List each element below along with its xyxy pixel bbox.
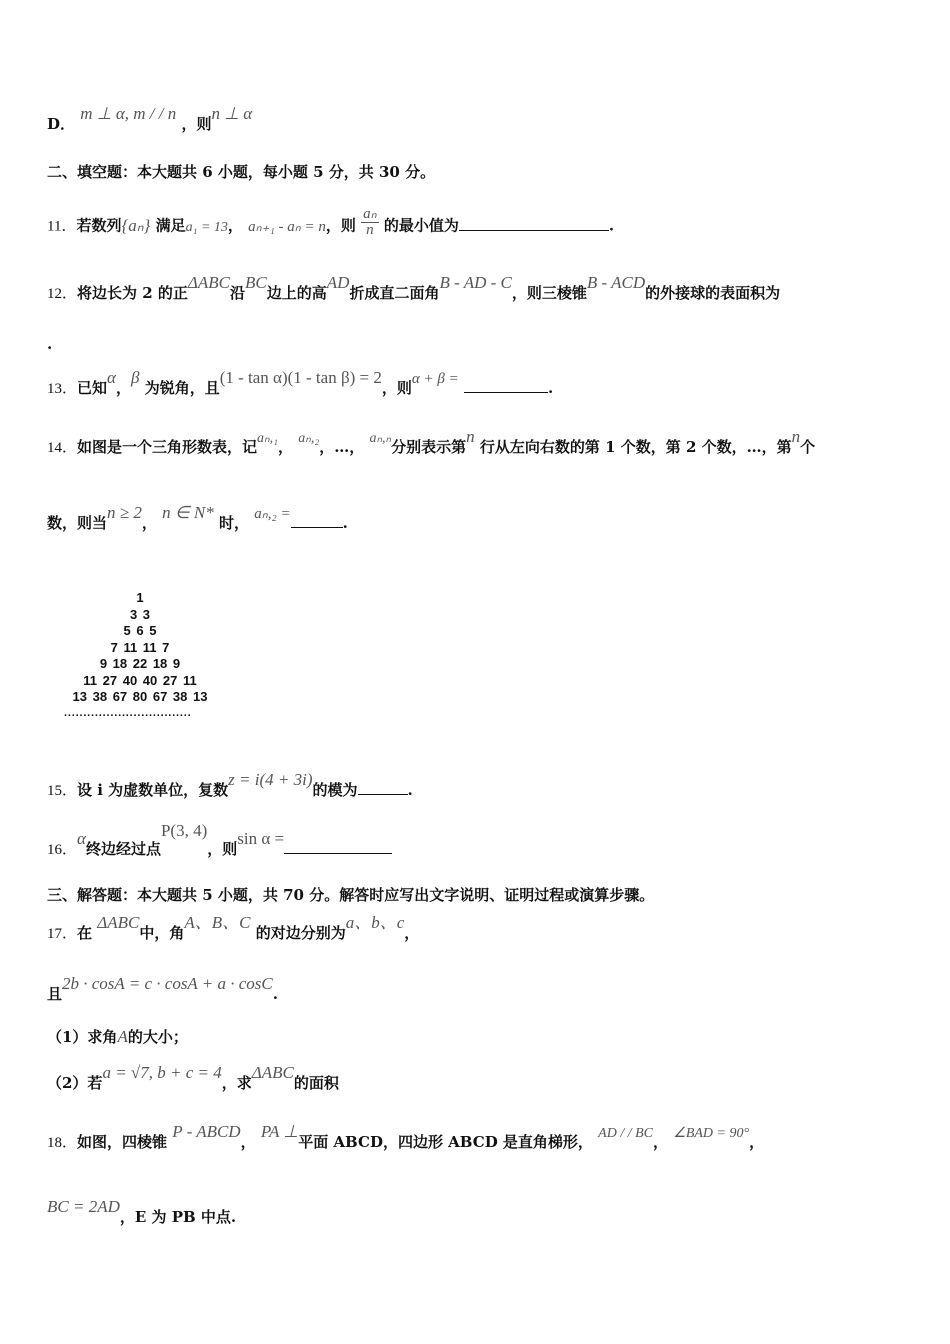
question-text: 折成直二面角 — [349, 284, 440, 302]
answer-blank[interactable] — [291, 513, 343, 528]
math-angle-a: A — [117, 1027, 128, 1046]
math-initial: a₁ = 13 — [185, 219, 228, 235]
question-text: 沿 — [230, 284, 246, 302]
question-12-end: . — [47, 335, 53, 353]
math-pyramid: B - ACD — [586, 273, 646, 292]
question-text: 如图是一个三角形数表，记 — [77, 438, 258, 456]
math-equation: (1 - tan α)(1 - tan β) = 2 — [219, 368, 382, 387]
question-text: ，E 为 PB 中点. — [119, 1208, 237, 1226]
question-16 — [47, 821, 392, 860]
question-text: 的面积 — [293, 1074, 339, 1092]
answer-blank[interactable] — [358, 780, 408, 795]
math-dihedral: B - AD - C — [439, 273, 512, 292]
math-n: n — [466, 427, 475, 446]
question-text: ， — [653, 1133, 669, 1151]
math-equation: 2b · cosA = c · cosA + a · cosC — [62, 974, 273, 993]
question-text: 中，角 — [139, 924, 185, 942]
question-text: 且 — [47, 985, 63, 1003]
math-perpendicular: PA ⊥ — [260, 1122, 299, 1141]
math-a-n-n: aₙ,ₙ — [369, 431, 392, 446]
question-end: . — [547, 379, 554, 397]
math-expression: sin α = — [237, 829, 285, 848]
question-text: 在 — [77, 924, 93, 942]
triangle-number-table — [60, 590, 220, 722]
question-text: ， — [227, 216, 243, 235]
question-text: ，…， — [319, 438, 365, 456]
math-length-relation: BC = 2AD — [47, 1197, 120, 1216]
math-point: P(3, 4) — [160, 821, 208, 840]
question-text: 时， — [219, 514, 250, 532]
table-continuation-dots: ································· — [64, 709, 192, 722]
option-d-mid: ，则 — [181, 115, 212, 133]
question-17-condition — [47, 974, 278, 1004]
question-11 — [47, 206, 615, 242]
question-end: . — [272, 985, 278, 1003]
question-text: 行从左向右数的第 1 个数，第 2 个数，…，第 — [479, 438, 792, 456]
math-angles: A、B、C — [184, 913, 251, 932]
question-text: （1）求角 — [47, 1028, 118, 1046]
question-number: 18． — [47, 1135, 78, 1151]
question-text: ，则 — [325, 216, 356, 235]
table-row: 13 38 67 80 67 38 13 — [72, 689, 208, 704]
math-sides: a、b、c — [345, 913, 405, 932]
table-row: 5 6 5 — [123, 623, 157, 638]
question-text: 的最小值为 — [383, 216, 459, 235]
answer-blank[interactable] — [284, 839, 392, 854]
question-15 — [47, 770, 413, 801]
question-17 — [47, 913, 420, 944]
question-text: ， — [277, 438, 293, 456]
question-text: ， — [749, 1133, 765, 1151]
question-text: ， — [240, 1133, 256, 1151]
math-beta: β — [130, 368, 140, 387]
question-text: ，求 — [221, 1074, 252, 1092]
math-triangle: ΔABC — [187, 273, 230, 292]
question-number: 12． — [47, 286, 78, 302]
question-number: 15． — [47, 783, 78, 799]
question-text: 的对边分别为 — [255, 924, 346, 942]
table-row: 3 3 — [129, 606, 151, 622]
math-complex: z = i(4 + 3i) — [228, 770, 313, 789]
question-text: 的模为 — [312, 781, 358, 799]
table-row: 9 18 22 18 9 — [99, 656, 181, 671]
question-text: 边上的高 — [266, 284, 327, 302]
question-text: 数，则当 — [47, 514, 108, 532]
math-triangle: ΔABC — [97, 913, 140, 932]
question-text: （2）若 — [47, 1074, 103, 1092]
question-text: 如图，四棱锥 — [77, 1133, 168, 1151]
question-14-line-2 — [47, 503, 348, 534]
question-text: 将边长为 2 的正 — [77, 284, 188, 302]
math-recurrence: aₙ₊₁ - aₙ = n — [248, 218, 326, 235]
option-d-conclusion: n ⊥ α — [211, 104, 253, 123]
question-text: ，则 — [381, 379, 412, 397]
question-17-part-1 — [47, 1027, 188, 1047]
question-text: 分别表示第 — [391, 438, 467, 456]
math-side: BC — [245, 273, 267, 292]
math-alpha: α — [77, 829, 86, 848]
question-number: 17． — [47, 926, 78, 942]
option-d-label: D． — [47, 115, 76, 133]
answer-blank[interactable] — [459, 216, 609, 231]
table-row: 11 27 40 40 27 11 — [83, 672, 197, 688]
question-text: 的外接球的表面积为 — [645, 284, 781, 302]
math-sequence: {aₙ} — [121, 215, 151, 235]
question-text: ，则 — [207, 840, 238, 858]
math-condition: a = √7, b + c = 4 — [102, 1063, 222, 1082]
option-d-condition: m ⊥ α, m / / n — [80, 104, 177, 123]
math-target: aₙ,₂ = — [254, 506, 291, 522]
math-a-n-2: aₙ,₂ — [298, 431, 320, 446]
question-text: ， — [141, 514, 157, 532]
question-text: ， — [115, 379, 131, 397]
question-text: 平面 ABCD，四边形 ABCD 是直角梯形， — [298, 1133, 593, 1151]
question-text: 终边经过点 — [85, 840, 161, 858]
math-fraction — [361, 207, 378, 238]
question-number: 11． — [47, 218, 77, 235]
question-number: 14． — [47, 440, 78, 456]
math-parallel: AD / / BC — [598, 1126, 654, 1141]
question-text: 满足 — [155, 216, 186, 235]
question-18-line-2 — [47, 1197, 237, 1227]
question-17-part-2 — [47, 1063, 339, 1093]
fraction-numerator: aₙ — [363, 206, 377, 222]
table-row: 1 — [136, 590, 144, 605]
question-text: 设 i 为虚数单位，复数 — [77, 781, 229, 799]
question-end: . — [342, 514, 348, 532]
question-text: 个 — [800, 438, 816, 456]
question-14 — [47, 427, 816, 459]
question-text: 若数列 — [76, 216, 122, 235]
question-text: 为锐角，且 — [144, 379, 220, 397]
question-12 — [47, 273, 781, 304]
section-heading-fill-in: 二、填空题：本大题共 6 小题，每小题 5 分，共 30 分。 — [47, 163, 436, 181]
math-triangle: ΔABC — [251, 1063, 294, 1082]
math-altitude: AD — [326, 273, 350, 292]
question-text: 的大小； — [127, 1028, 188, 1046]
fraction-denominator: n — [366, 222, 374, 238]
question-end: . — [407, 781, 413, 799]
question-number: 16． — [47, 842, 78, 858]
question-13 — [47, 368, 554, 399]
math-pyramid: P - ABCD — [172, 1122, 241, 1141]
math-right-angle: ∠BAD = 90° — [673, 1126, 750, 1141]
math-expression: α + β = — [411, 371, 459, 387]
question-text: ， — [404, 924, 420, 942]
section-heading-solutions: 三、解答题：本大题共 5 小题，共 70 分。解答时应写出文字说明、证明过程或演算步骤。 — [47, 886, 655, 904]
question-end: . — [608, 216, 615, 235]
question-text: 已知 — [77, 379, 108, 397]
question-number: 13． — [47, 381, 78, 397]
table-row: 7 11 11 7 — [110, 639, 170, 655]
math-condition: n ∈ N* — [162, 503, 214, 522]
question-text: ，则三棱锥 — [511, 284, 587, 302]
math-a-n-1: aₙ,₁ — [257, 431, 278, 446]
math-condition: n ≥ 2 — [107, 503, 142, 522]
math-alpha: α — [107, 368, 116, 387]
option-d — [47, 104, 253, 134]
math-n: n — [791, 427, 801, 446]
question-18 — [47, 1122, 765, 1154]
answer-blank[interactable] — [464, 378, 548, 393]
